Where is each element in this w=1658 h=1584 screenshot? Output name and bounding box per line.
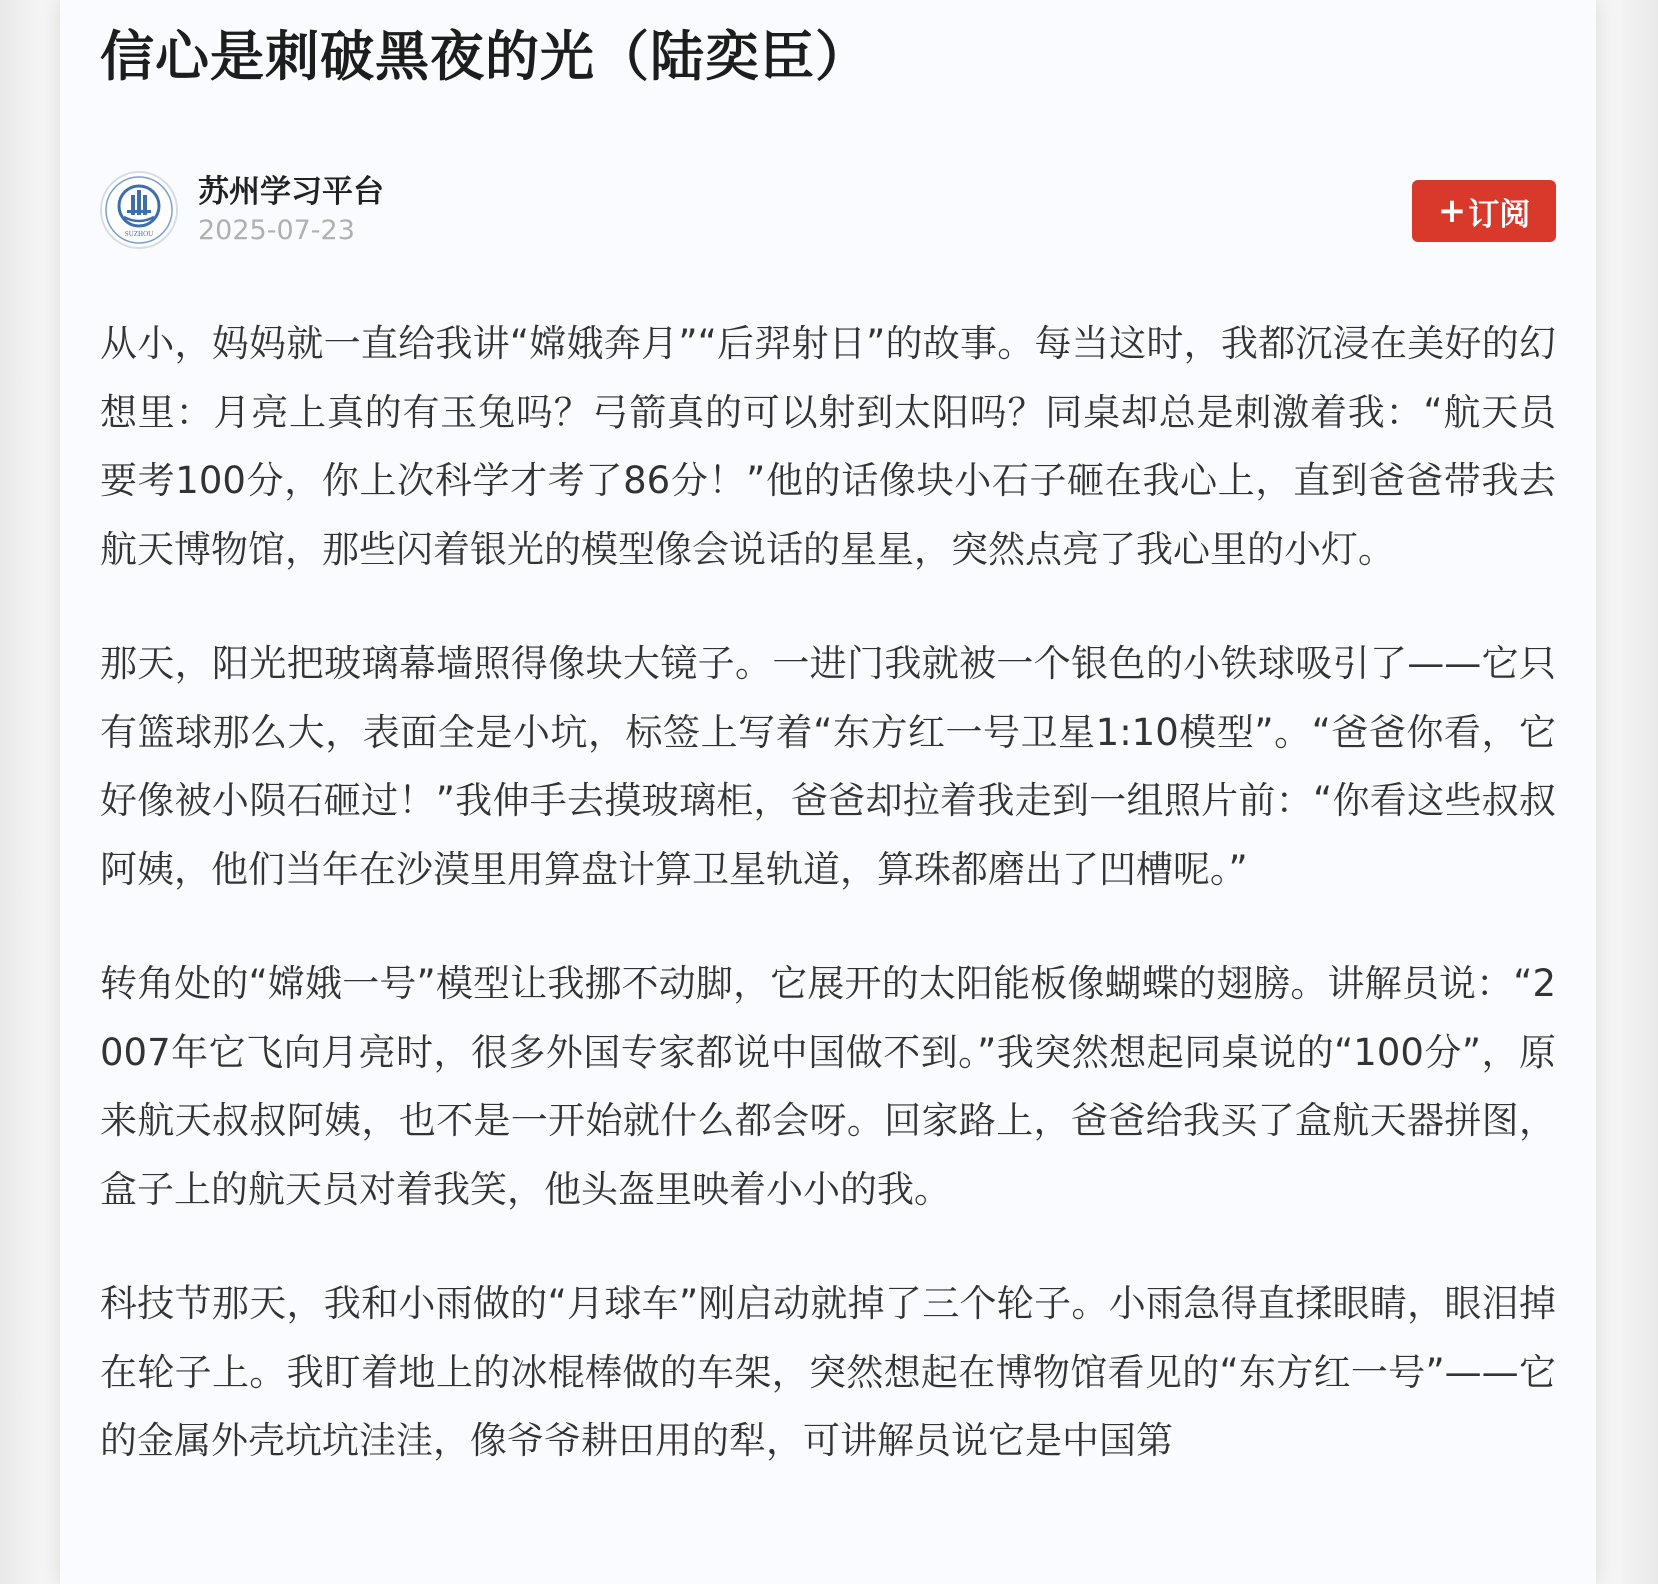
subscribe-button[interactable] [1412,180,1556,242]
author-name[interactable]: 苏州学习平台 [198,174,384,210]
author-row [100,170,1556,252]
avatar[interactable] [100,171,178,249]
suzhou-logo-icon [102,173,176,247]
paragraph-4: 科技节那天，我和小雨做的“月球车”刚启动就掉了三个轮子。小雨急得直揉眼睛，眼泪掉在轮子上。我盯着地上的冰棍棒做的车架，突然想起在博物馆看见的“东方红一号”——它的金属外壳坑坑洼洼，像爷爷耕田用的犁，可讲解员说它是中国第 [100,1282,1556,1462]
paragraph-2: 那天，阳光把玻璃幕墙照得像块大镜子。一进门我就被一个银色的小铁球吸引了——它只有篮球那么大，表面全是小坑，标签上写着“东方红一号卫星1:10模型”。“爸爸你看，它好像被小陨石砸过！”我伸手去摸玻璃柜，爸爸却拉着我走到一组照片前：“你看这些叔叔阿姨，他们当年在沙漠里用算盘计算卫星轨道，算珠都磨出了凹槽呢。” [100,642,1556,891]
paragraph-3: 转角处的“嫦娥一号”模型让我挪不动脚，它展开的太阳能板像蝴蝶的翅膀。讲解员说：“2007年它飞向月亮时，很多外国专家都说中国做不到。”我突然想起同桌说的“100分”，原来航天叔叔阿姨，也不是一开始就什么都会呀。回家路上，爸爸给我买了盒航天器拼图，盒子上的航天员对着我笑，他头盔里映着小小的我。 [100,962,1556,1211]
article-card [60,0,1596,1584]
subscribe-label: 订阅 [1468,196,1531,233]
article-title: 信心是刺破黑夜的光（陆奕臣） [100,25,870,88]
paragraph-1: 从小，妈妈就一直给我讲“嫦娥奔月”“后羿射日”的故事。每当这时，我都沉浸在美好的幻想里：月亮上真的有玉兔吗？弓箭真的可以射到太阳吗？同桌却总是刺激着我：“航天员要考100分，你上次科学才考了86分！”他的话像块小石子砸在我心上，直到爸爸带我去航天博物馆，那些闪着银光的模型像会说话的星星，突然点亮了我心里的小灯。 [100,322,1556,571]
plus-icon: + [1437,191,1467,231]
avatar-text: SUZHOU [124,230,154,238]
article-body [100,310,1556,1522]
publish-date: 2025-07-23 [198,215,355,246]
